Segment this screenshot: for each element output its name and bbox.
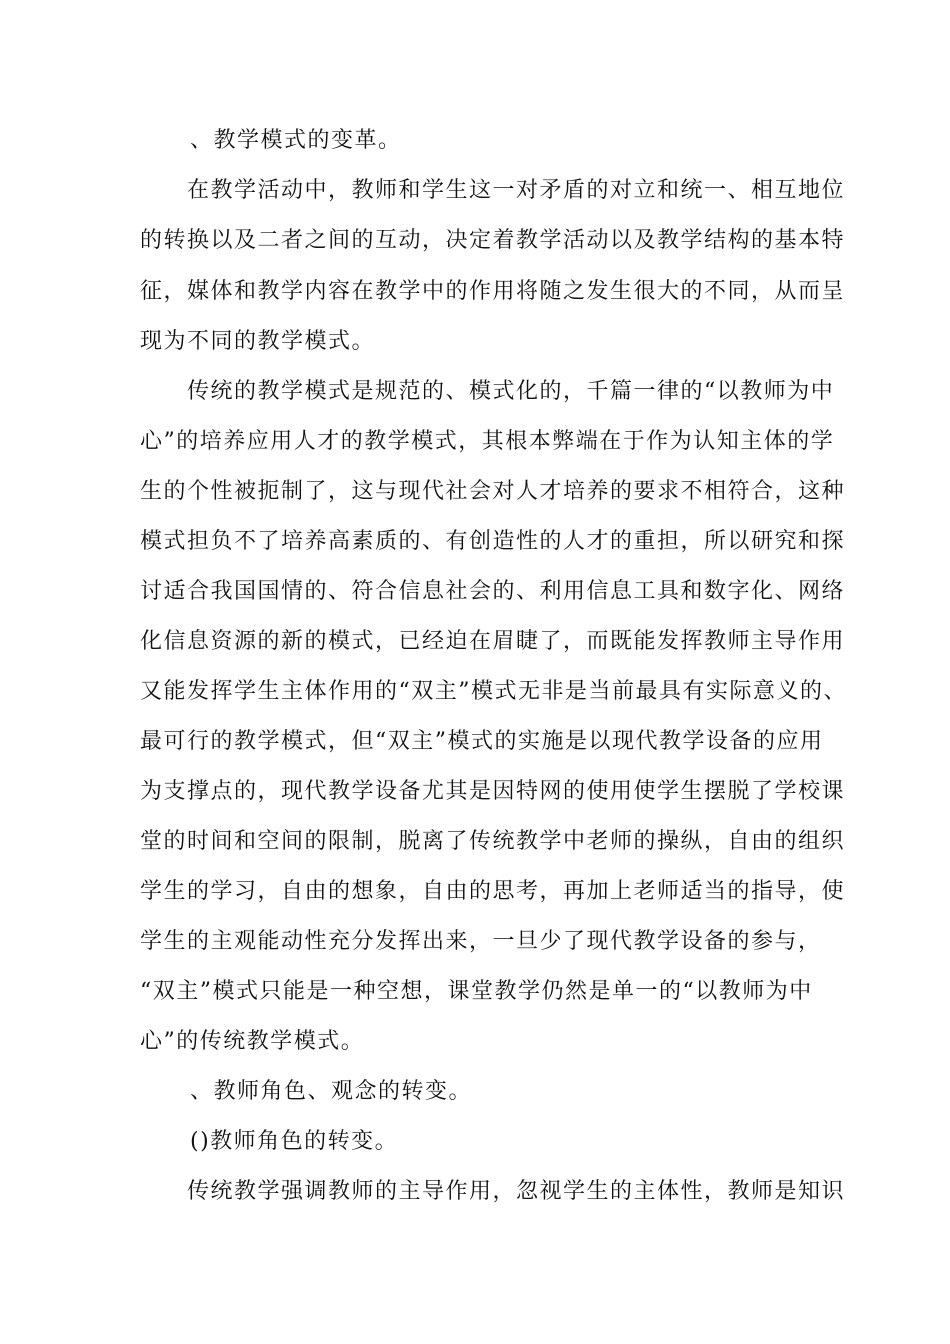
paragraph-line: 传统的教学模式是规范的、模式化的，千篇一律的“以教师为中 [187,379,835,404]
section-heading-teacher-role: 、教师角色、观念的转变。 [190,1079,473,1104]
paragraph-line: 在教学活动中，教师和学生这一对矛盾的对立和统一、相互地位 [187,178,846,203]
paragraph-line: 堂的时间和空间的限制，脱离了传统教学中老师的操纵，自由的组织 [140,829,846,854]
paragraph-line: 的转换以及二者之间的互动，决定着教学活动以及教学结构的基本特 [140,228,846,253]
paragraph-line: 化信息资源的新的模式，已经迫在眉睫了，而既能发挥教师主导作用 [140,629,846,654]
paragraph-line: “双主”模式只能是一种空想，课堂教学仍然是单一的“以教师为中 [140,979,813,1004]
paragraph-line: 生的个性被扼制了，这与现代社会对人才培养的要求不相符合，这种 [140,479,846,504]
paragraph-line: 学生的学习，自由的想象，自由的思考，再加上老师适当的指导，使 [140,879,846,904]
section-heading-teaching-mode: 、教学模式的变革。 [190,128,402,153]
paragraph-line: 征，媒体和教学内容在教学中的作用将随之发生很大的不同，从而呈 [140,279,846,304]
paragraph-line: 最可行的教学模式，但“双主”模式的实施是以现代教学设备的应用 [140,729,824,754]
paragraph-line: 学生的主观能动性充分发挥出来，一旦少了现代教学设备的参与， [140,929,822,954]
paragraph-line: 讨适合我国国情的、符合信息社会的、利用信息工具和数字化、网络 [140,579,846,604]
paragraph-line: 心”的培养应用人才的教学模式，其根本弊端在于作为认知主体的学 [140,429,835,454]
paragraph-line: 现为不同的教学模式。 [140,329,376,354]
paragraph-line: 又能发挥学生主体作用的“双主”模式无非是当前最具有实际意义的、 [140,679,847,704]
paragraph-line: 传统教学强调教师的主导作用，忽视学生的主体性，教师是知识 [187,1179,846,1204]
subsection-heading: ()教师角色的转变。 [190,1129,399,1154]
paragraph-line: 心”的传统教学模式。 [140,1029,365,1054]
paragraph-line: 为支撑点的，现代教学设备尤其是因特网的使用使学生摆脱了学校课 [140,779,846,804]
paragraph-line: 模式担负不了培养高素质的、有创造性的人才的重担，所以研究和探 [140,529,846,554]
